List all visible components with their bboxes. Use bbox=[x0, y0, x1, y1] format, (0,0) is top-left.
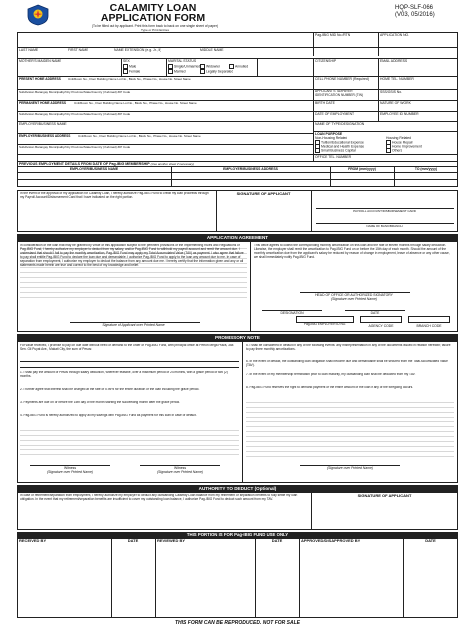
promissory-item-3: 3. Payments are due on or before the 15th day of the month starting the succeeding month after the grace period. bbox=[20, 401, 181, 404]
sex-option-female[interactable]: Female bbox=[123, 69, 140, 74]
marital-option-separated[interactable]: Legally Separated bbox=[200, 69, 233, 74]
agency-code-field[interactable] bbox=[360, 316, 402, 323]
marital-option-married[interactable]: Married bbox=[168, 69, 186, 74]
present-address-hint-2: Subdivision Barangay Municipality/City Province/State/Country (if abroad) ZIP Code bbox=[19, 90, 131, 94]
promissory-right-item-1: 5. I shall be considered in default in any of the following events: any misrepresentation in any of the documents issued in relation herewith; failure to pay three monthly amortizations. bbox=[246, 344, 451, 351]
marital-status-label: MARITAL STATUS bbox=[168, 59, 197, 63]
separated-checkbox[interactable] bbox=[200, 69, 205, 74]
citizenship-label: CITIZENSHIP bbox=[315, 59, 337, 63]
purpose-repair[interactable]: House Repair bbox=[386, 140, 413, 145]
promissory-item-4: 4. Pag-IBIG Fund is hereby authorized to apply all my savings with Pag-IBIG Fund as payment for this loan in case of default. bbox=[20, 414, 197, 417]
female-checkbox[interactable] bbox=[123, 69, 128, 74]
deduct-signature-field[interactable] bbox=[316, 500, 454, 527]
purpose-housing[interactable]: Housing Related bbox=[386, 136, 412, 140]
branch-code-field[interactable] bbox=[408, 316, 450, 323]
form-version: (V03, 05/2016) bbox=[395, 12, 435, 18]
employer-id-label: Pag-IBIG EMPLOYER ID NO. bbox=[303, 323, 347, 326]
others-checkbox[interactable] bbox=[386, 148, 391, 153]
date-employment-label: DATE OF EMPLOYMENT bbox=[315, 112, 355, 116]
married-checkbox[interactable] bbox=[168, 69, 173, 74]
permanent-address-title: PERMANENT HOME ADDRESS bbox=[19, 101, 66, 105]
agreement-right-text: This office agrees to collect the corresponding monthly amortization on this loan and the rate of eleven months through salary deduction. Likewise, the employer shall remit the amortization to Pag-IBIG Fund on or before the 15th day of each month. Should the amount of the monthly amortization due from the applicant's salary be reduced by reason of change in employment, leave of absence or any other cause, we shall immediately notify Pag-IBIG Fund. bbox=[254, 244, 450, 259]
head-of-office-hint: (Signature over Printed Name) bbox=[331, 297, 377, 301]
promissory-header: PROMISSORY NOTE bbox=[17, 334, 458, 341]
purpose-nonhousing[interactable]: Non-Housing Related bbox=[315, 136, 348, 140]
promissory-item-2: 2. I further agree that interest shall be charged at the rate of 5.95% for the entire duration of the loan including the grace period. bbox=[20, 388, 200, 391]
pagibig-logo bbox=[27, 4, 49, 26]
payroll-account-input[interactable] bbox=[316, 198, 454, 207]
marital-option-single[interactable]: Single/Unmarried bbox=[168, 64, 200, 69]
received-by-field[interactable] bbox=[19, 545, 109, 615]
approved-date-label: DATE bbox=[425, 539, 436, 543]
tin-label: APPLICANT'S TAXPAYER IDENTIFICATION NUMBER (TIN) bbox=[315, 90, 363, 97]
deduct-header: AUTHORITY TO DEDUCT (Optional) bbox=[17, 485, 458, 492]
received-date-label: DATE bbox=[127, 539, 139, 543]
home-tel-label: HOME TEL. NUMBER bbox=[380, 77, 414, 81]
witness-2-hint: (Signature over Printed Name) bbox=[157, 470, 203, 474]
bank-name-label: NAME OF BANK/BRANCH bbox=[366, 224, 403, 228]
employer-address-hint-2: Subdivision Barangay Municipality/City Province/State/Country (if abroad) ZIP Code bbox=[19, 145, 131, 149]
cell-phone-label: CELL PHONE NUMBER (Required) bbox=[315, 77, 369, 81]
approval-signature-field[interactable] bbox=[220, 198, 308, 228]
approved-by-field[interactable] bbox=[301, 545, 401, 615]
present-address-input[interactable] bbox=[19, 81, 309, 88]
agreement-left-text: In consideration of the loan that may be granted by virtue of this application subject to the pertinent provisions of the Implementing Rules and Regulations of Pag-IBIG Fund, I hereby authorize my employer to deduct from my salary, and/or Pag-IBIG Fund to withhold my payroll account and remit the amount due. I understand that should I fail to pay the monthly amortization, Pag-IBIG Fund may apply my Total Accumulated Value (TAV) as payment. I also agree that failure to pay shall entitle Pag-IBIG Fund to declare the loan due and demandable. I authorize Pag-IBIG Fund to apply to the loan any amount due to me. In case of separation from employment, I authorize my employer to deduct the balance from any amount due me. I hereby certify that the information given and any or all statements made herein are true and correct to the best of my knowledge and belief. bbox=[20, 244, 244, 267]
agreement-applicant-sig-label: Signature of Applicant over Printed Name bbox=[102, 323, 165, 327]
prev-employment-row-2[interactable] bbox=[19, 180, 456, 185]
present-address-title: PRESENT HOME ADDRESS bbox=[19, 77, 61, 81]
deduct-signature-label: SIGNATURE OF APPLICANT bbox=[357, 494, 412, 498]
form-title bbox=[88, 3, 218, 23]
prev-col-from: FROM (mm/yyyy) bbox=[348, 167, 376, 171]
prev-col-to: TO (mm/yyyy) bbox=[414, 167, 438, 171]
approved-by-label: APPROVED/DISAPPROVED BY bbox=[301, 539, 361, 543]
employer-address-hint: Unit/Room No., Floor Building Name Lot No., Block No., Phase No., House No. Street Name bbox=[78, 134, 201, 138]
designation-label: DESIGNATION bbox=[280, 311, 304, 315]
business-checkbox[interactable] bbox=[315, 148, 320, 153]
approval-signature-label: SIGNATURE OF APPLICANT bbox=[236, 192, 291, 196]
birth-date-label: BIRTH DATE bbox=[315, 101, 335, 105]
prev-employment-hint: (Use another sheet if necessary) bbox=[150, 162, 195, 166]
promissory-applicant-hint: (Signature over Printed Name) bbox=[327, 466, 373, 470]
reviewed-by-field[interactable] bbox=[157, 545, 253, 615]
witness-1-label: Witness bbox=[63, 466, 77, 470]
email-label: EMAIL ADDRESS bbox=[380, 59, 408, 63]
maiden-name-input[interactable] bbox=[19, 64, 119, 74]
payroll-account-label: PAYROLL ACCOUNT/DISBURSEMENT CARD bbox=[353, 209, 416, 213]
nature-of-work-label: NATURE OF WORK bbox=[380, 101, 411, 105]
agreement-date-label: DATE bbox=[370, 311, 380, 315]
agreement-header: APPLICATION AGREEMENT bbox=[17, 234, 458, 241]
marital-option-annulled[interactable]: Annulled bbox=[229, 64, 248, 69]
witness-2-label: Witness bbox=[173, 466, 187, 470]
prev-employment-row-1[interactable] bbox=[19, 173, 456, 178]
promissory-item-1: 1. I shall pay the amount of Pesos through salary deduction, wherever feasible, over a maximum period of 24 months, with a grace period of two (2) months. bbox=[20, 371, 228, 378]
pagibig-mid-label: Pag-IBIG MID No./RTN bbox=[315, 33, 351, 37]
pagibig-mid-input[interactable] bbox=[315, 38, 375, 46]
prev-col-employer: EMPLOYER/BUSINESS NAME bbox=[69, 167, 119, 171]
promissory-intro: For value received, I promise to pay on due date without need of demand to the order of Pag-IBIG Fund, with principal office at Petron Mega Plaza, 358 Sen. Gil Puyat Ave., Makati City, the sum of Pesos: bbox=[20, 344, 234, 351]
sex-label: SEX bbox=[123, 59, 130, 63]
permanent-address-hint: Unit/Room No., Floor Building Name Lot No., Block No., Phase No., House No. Street Name bbox=[74, 101, 197, 105]
prev-employment-label: PREVIOUS EMPLOYMENT DETAILS FROM DATE OF Pag-IBIG MEMBERSHIP bbox=[19, 162, 150, 166]
head-of-office-label: HEAD OF OFFICE OR AUTHORIZED SIGNATORY bbox=[315, 293, 393, 297]
promissory-right-lines bbox=[246, 398, 454, 460]
employer-name-label: EMPLOYER/BUSINESS NAME bbox=[19, 122, 67, 126]
purpose-others[interactable]: Others bbox=[386, 148, 402, 153]
marital-option-widow[interactable]: Widow/er bbox=[200, 64, 220, 69]
promissory-left-lines bbox=[20, 426, 239, 458]
purpose-tuition[interactable]: Tuition/Educational Expense bbox=[315, 140, 364, 145]
fund-use-header: THIS PORTION IS FOR Pag-IBIG FUND USE ONLY bbox=[17, 532, 458, 538]
sex-option-male[interactable]: Male bbox=[123, 64, 136, 69]
employer-address-title: EMPLOYER/BUSINESS ADDRESS bbox=[19, 134, 71, 138]
first-name-label: FIRST NAME bbox=[68, 48, 89, 52]
agency-code-label: AGENCY CODE bbox=[368, 324, 394, 328]
promissory-right-item-4: 8. Pag-IBIG Fund reserves the right to demand payment of the entire amount of the loan if any of the foregoing occurs. bbox=[246, 386, 414, 389]
promissory-right-item-2: 6. In the event of default, the outstanding loan obligation shall become due and demandable shall be secured from the Total Accumulated Value (TAV). bbox=[246, 360, 448, 367]
prev-col-address: EMPLOYER/BUSINESS ADDRESS bbox=[223, 167, 278, 171]
sss-label: SSS/GSIS No. bbox=[380, 90, 403, 94]
title-line-1: CALAMITY LOAN bbox=[109, 2, 197, 14]
annulled-checkbox[interactable] bbox=[229, 64, 234, 69]
employer-name-input[interactable] bbox=[19, 126, 309, 132]
maiden-name-label: MOTHER'S MAIDEN NAME bbox=[19, 59, 62, 63]
deduct-text: In case of retirement/separation from employment, I hereby authorize my employer to deduct any outstanding Calamity Loan balance from my retirement or separation benefits to fully settle my loan obligation. In the event that my retirement/separation benefits are insufficient to cover my outstanding loan balance, I authorize Pag-IBIG Fund to deduct such amount from my TAV. bbox=[20, 494, 298, 501]
loan-purpose-label: LOAN PURPOSE bbox=[315, 132, 343, 136]
branch-code-label: BRANCH CODE bbox=[416, 324, 442, 328]
reviewed-date-label: DATE bbox=[271, 539, 283, 543]
employer-id-field[interactable] bbox=[296, 316, 354, 323]
reviewed-by-label: REVIEWED BY bbox=[157, 539, 186, 543]
witness-1-hint: (Signature over Printed Name) bbox=[47, 470, 93, 474]
employee-id-label: EMPLOYEE ID NUMBER bbox=[380, 112, 419, 116]
purpose-improvement[interactable]: Home Improvement bbox=[386, 144, 422, 149]
last-name-label: LAST NAME bbox=[19, 48, 39, 52]
form-instructions: (To be filled out by applicant. Print this form back to back on one single sheet of paper) bbox=[91, 24, 219, 28]
promissory-right-item-3: 7. In the event of my membership termination prior to loan maturity, my outstanding loan shall be deducted from my TAV. bbox=[246, 373, 416, 376]
purpose-business[interactable]: Small Business Capital bbox=[315, 148, 356, 153]
form-instructions-2: Type or Print Entries bbox=[140, 28, 170, 32]
application-no-label: APPLICATION NO. bbox=[380, 33, 410, 37]
title-line-2: APPLICATION FORM bbox=[100, 12, 206, 24]
application-no-input[interactable] bbox=[380, 38, 456, 46]
name-extension-label: NAME EXTENSION (e.g. Jr., II) bbox=[114, 48, 162, 52]
permanent-address-hint-2: Subdivision Barangay Municipality/City Province/State/Country (if abroad) ZIP Code bbox=[19, 112, 131, 116]
middle-name-label: MIDDLE NAME bbox=[200, 48, 224, 52]
approval-text: In the event of the approval of my application for Calamity Loan, I hereby authorize Pag-IBIG Fund to credit my loan proceeds through my Payroll Account/Disbursement Card that I have indicated on the right portion. bbox=[20, 192, 209, 199]
form-code: HQP-SLF-066 bbox=[395, 5, 434, 11]
employer-type-label: NAME OF TYPE/DESIGNATION bbox=[315, 122, 365, 126]
office-tel-label: OFFICE TEL. NUMBER bbox=[315, 155, 352, 159]
bank-name-input[interactable] bbox=[316, 213, 454, 222]
footer-text: THIS FORM CAN BE REPRODUCED. NOT FOR SALE bbox=[174, 620, 300, 626]
purpose-medical[interactable]: Medical and Health Expense bbox=[315, 144, 364, 149]
present-address-hint: Unit/Room No., Floor Building Name Lot No., Block No., Phase No., House No. Street Name bbox=[68, 77, 191, 81]
received-by-label: RECEIVED BY bbox=[19, 539, 47, 543]
